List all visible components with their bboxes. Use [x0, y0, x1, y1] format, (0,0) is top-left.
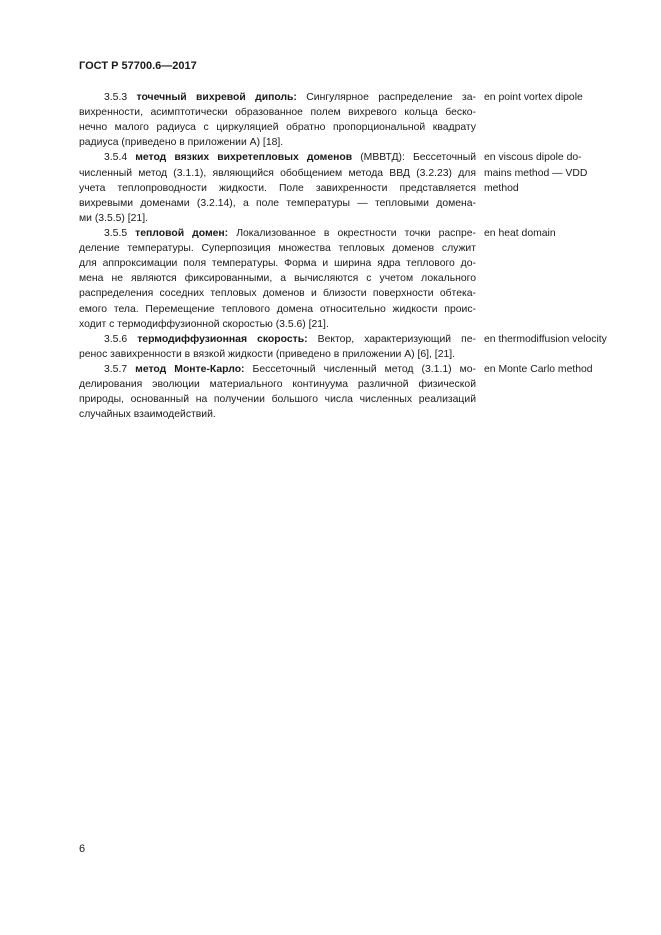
term-definition: Вектор, характеризующий пе-	[307, 333, 477, 345]
term-definition-line: ходит с термодиффузионной скоростью (3.5.6) [21].	[79, 318, 329, 330]
term-number: 3.5.7	[104, 363, 136, 375]
term-definition-line: нечно малого радиуса с циркуляцией обратно пропорциональной квадрату	[79, 122, 476, 134]
term-number: 3.5.3	[104, 92, 137, 103]
term-definition-line: численный метод (3.1.1), являющийся обобщением метода ВВД (3.2.23) для	[79, 167, 476, 179]
term-entry-first-line	[79, 226, 476, 241]
term-definition-line: радиуса (приведено в приложении А) [18].	[79, 137, 284, 149]
term-name: термодиффузионная скорость:	[137, 333, 308, 345]
term-entry-first-line	[79, 362, 476, 377]
term-definition-line: делирования эволюции материального континуума различной физической	[79, 379, 476, 391]
term-definition: Сингулярное распределение за-	[296, 92, 476, 103]
term-entry-first-line	[79, 150, 476, 165]
term-definition-line: учета теплопроводности жидкости. Поле завихренности представляется	[79, 182, 476, 194]
term-entry-first-line	[79, 332, 476, 347]
english-term-line: en viscous dipole do-	[484, 152, 582, 164]
english-term-line: en thermodiffusion velocity	[484, 333, 607, 345]
term-definition: Локализованное в окрестности точки распре-	[228, 227, 476, 239]
english-equivalent	[484, 226, 634, 241]
term-definition: Бессеточный численный метод (3.1.1) мо-	[244, 363, 476, 375]
term-definition-line: распределения соседних тепловых доменов и близости поверхности обтека-	[79, 288, 476, 300]
terms-body	[79, 90, 476, 422]
term-definition-line: природы, основанный на получении большого числа численных реализаций	[79, 394, 476, 406]
term-definition-line: деление температуры. Суперпозиция множества тепловых доменов служит	[79, 243, 476, 255]
term-definition-line: ренос завихренности в вязкой жидкости (приведено в приложении А) [6], [21].	[79, 348, 456, 360]
term-definition-line: емого тела. Перемещение теплового домена относительно жидкости проис-	[79, 303, 476, 315]
term-name: метод Монте-Карло:	[135, 363, 245, 375]
term-number: 3.5.4	[104, 152, 136, 164]
document-header: ГОСТ Р 57700.6—2017	[79, 60, 197, 72]
english-term-line: mains method — VDD	[484, 167, 588, 179]
term-name: точечный вихревой диполь:	[136, 92, 297, 103]
term-number: 3.5.5	[104, 227, 136, 239]
term-definition-line: мена не являются фиксированными, а вычисляются с учетом локального	[79, 273, 476, 285]
page-number: 6	[79, 843, 86, 855]
english-term-line: en Monte Carlo method	[484, 364, 593, 376]
english-term-line: method	[484, 182, 519, 194]
term-entry-first-line	[79, 90, 476, 105]
term-definition-line: ми (3.5.5) [21].	[79, 212, 148, 224]
term-definition: (МВВТД): Бессеточный	[352, 152, 476, 164]
term-definition-line: вихренности, асимптотически образованное полем вихревого кольца беско-	[79, 107, 476, 119]
term-definition-line: вихревыми доменами (3.2.14), а поле температуры — тепловыми домена-	[79, 197, 476, 209]
term-name: тепловой домен:	[135, 227, 229, 239]
term-definition-line: случайных взаимодействий.	[79, 409, 216, 421]
term-number: 3.5.6	[104, 333, 138, 345]
english-equivalent	[484, 150, 634, 195]
english-equivalent	[484, 332, 634, 347]
english-equivalent	[484, 362, 634, 377]
english-term-line: en heat domain	[484, 228, 556, 240]
english-term-line: en point vortex dipole	[484, 92, 583, 103]
term-definition-line: для аппроксимации поля температуры. Форма и ширина ядра теплового до-	[79, 258, 476, 270]
term-name: метод вязких вихретепловых доменов	[135, 152, 353, 164]
english-equivalent	[484, 90, 634, 105]
